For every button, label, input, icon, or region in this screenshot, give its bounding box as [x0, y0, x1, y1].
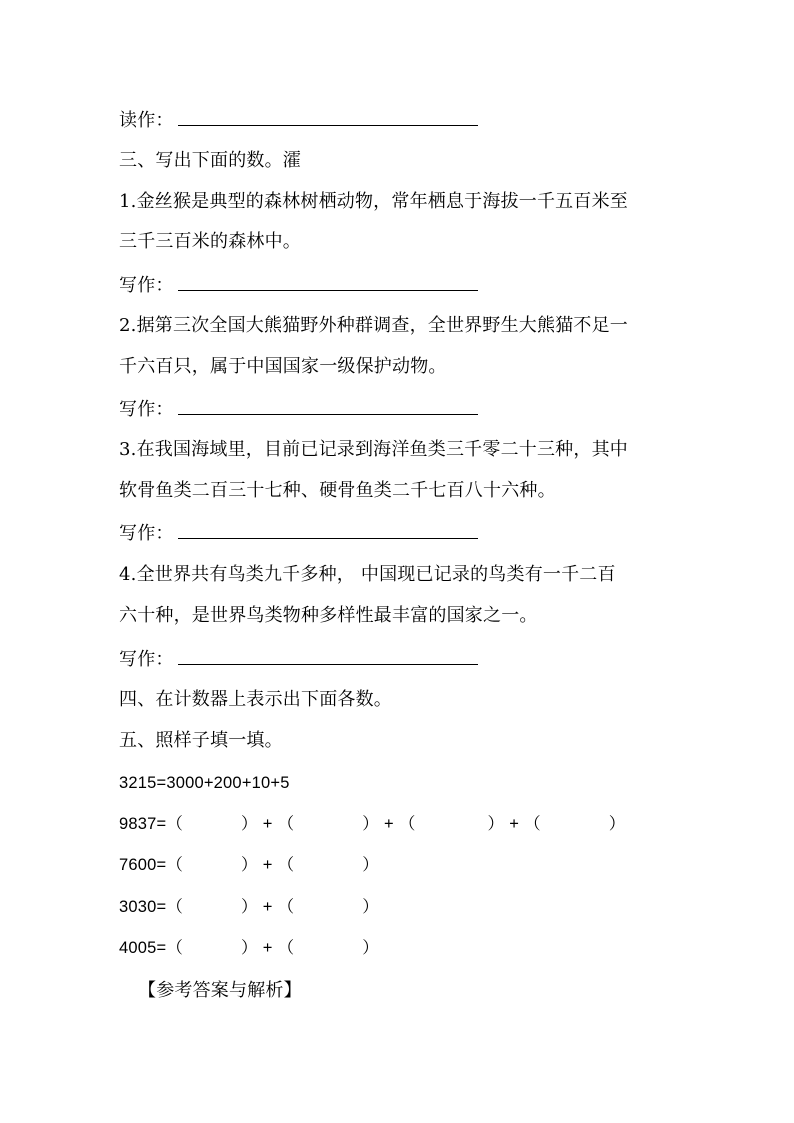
item-3-line-2: 软骨鱼类二百三十七种、硬骨鱼类二千七百八十六种。	[119, 480, 556, 501]
read-answer-blank[interactable]	[178, 107, 478, 126]
answer-key-heading: 【参考答案与解析】	[138, 980, 302, 1001]
item-4-write-line	[119, 646, 478, 672]
row-number: 3030=	[119, 898, 167, 916]
item-4-line-1: 4.全世界共有鸟类九千多种， 中国现已记录的鸟类有一千二百	[119, 564, 616, 585]
write-label: 写作：	[119, 523, 174, 544]
item-1-line-1: 1.金丝猴是典型的森林树栖动物，常年栖息于海拔一千五百米至	[119, 191, 628, 212]
row-number: 9837=	[119, 815, 167, 833]
example-equation: 3215=3000+200+10+5	[119, 774, 290, 792]
row-number: 4005=	[119, 939, 167, 957]
item-2-line-1: 2.据第三次全国大熊猫野外种群调查，全世界野生大熊猫不足一	[119, 315, 628, 336]
item-3-line-1: 3.在我国海域里，目前已记录到海洋鱼类三千零二十三种，其中	[119, 439, 628, 460]
write-label: 写作：	[119, 399, 174, 420]
write-label: 写作：	[119, 275, 174, 296]
decompose-row-4005: 4005=（ ） + （ ）	[119, 939, 379, 957]
read-label: 读作：	[119, 110, 174, 131]
item-2-line-2: 千六百只，属于中国国家一级保护动物。	[119, 356, 447, 377]
section-5-heading: 五、照样子填一填。	[119, 730, 283, 751]
item-3-answer-blank[interactable]	[178, 520, 478, 539]
decompose-row-7600: 7600=（ ） + （ ）	[119, 856, 379, 874]
item-3-write-line	[119, 520, 478, 546]
read-answer-line	[119, 107, 478, 133]
section-4-heading: 四、在计数器上表示出下面各数。	[119, 689, 392, 710]
decompose-row-9837: 9837=（ ） + （ ） + （ ） + （ ）	[119, 815, 626, 833]
item-1-write-line	[119, 272, 478, 298]
item-1-line-2: 三千三百米的森林中。	[119, 231, 301, 252]
item-2-write-line	[119, 396, 478, 422]
decompose-row-3030: 3030=（ ） + （ ）	[119, 898, 379, 916]
item-2-answer-blank[interactable]	[178, 396, 478, 415]
item-1-answer-blank[interactable]	[178, 272, 478, 291]
item-4-answer-blank[interactable]	[178, 646, 478, 665]
section-3-heading: 三、写出下面的数。瀖	[119, 150, 301, 171]
write-label: 写作：	[119, 649, 174, 670]
item-4-line-2: 六十种，是世界鸟类物种多样性最丰富的国家之一。	[119, 605, 538, 626]
row-number: 7600=	[119, 856, 167, 874]
